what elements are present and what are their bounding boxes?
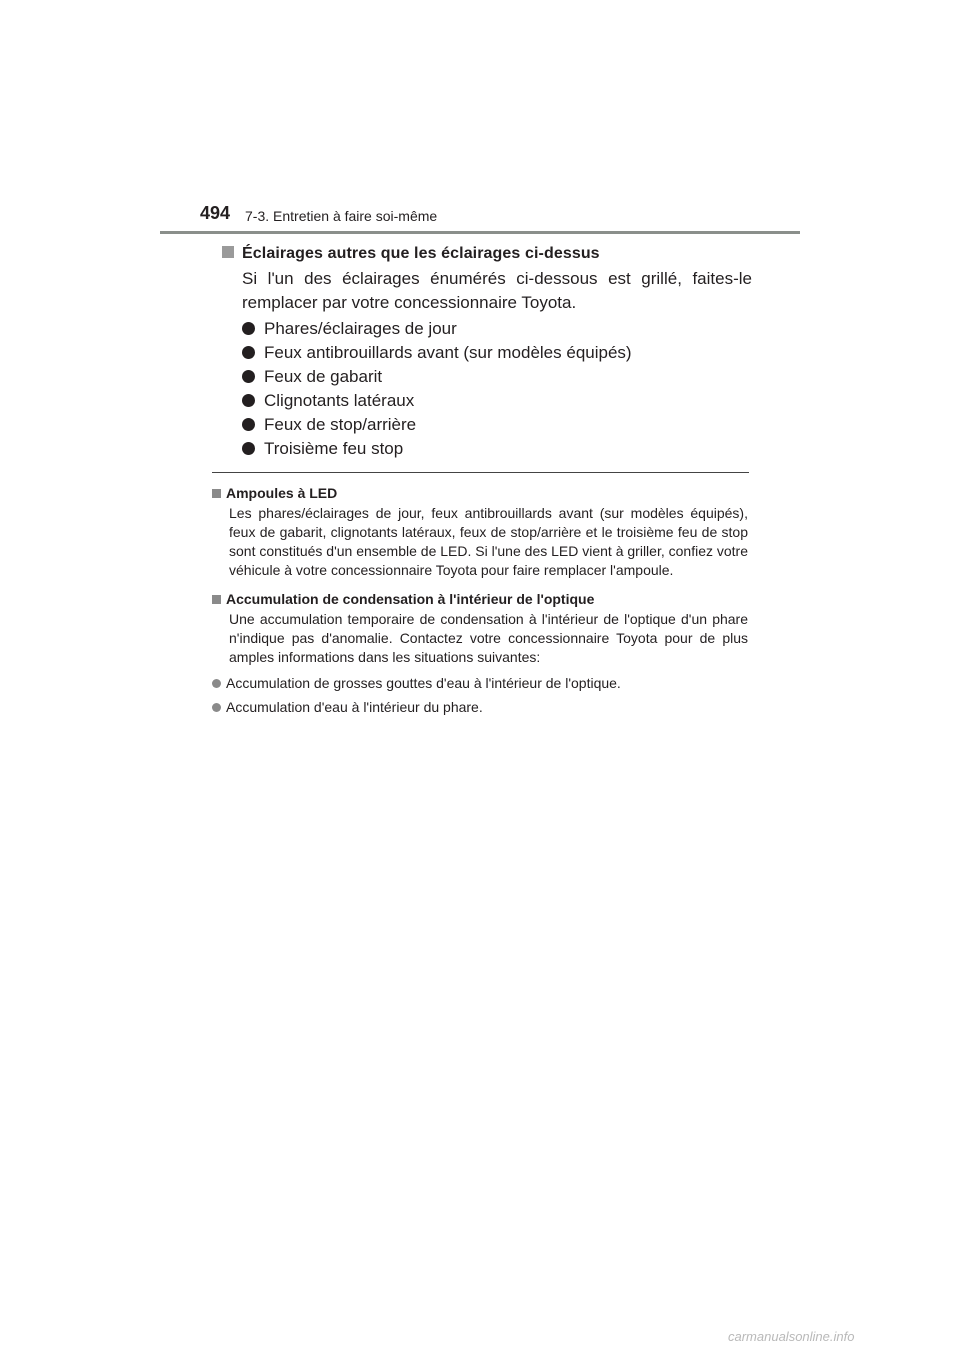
separator-rule [212, 472, 749, 473]
note-text: Une accumulation temporaire de condensation à l'intérieur de l'optique d'un phare n'indique pas d'anomalie. Contactez votre concessionnaire Toyota pour de plus amples informations dans les situations suivantes: [229, 611, 748, 665]
watermark: carmanualsonline.info [728, 1329, 855, 1344]
note-list [212, 671, 748, 719]
square-bullet-icon [222, 246, 234, 258]
note-title [212, 588, 748, 610]
list-item-label: Accumulation d'eau à l'intérieur du phare. [226, 699, 483, 715]
list-item-label: Accumulation de grosses gouttes d'eau à l'intérieur de l'optique. [226, 675, 621, 691]
list-item [242, 341, 762, 365]
main-section [222, 241, 762, 461]
list-item [242, 389, 762, 413]
bullet-dot-icon [212, 679, 221, 688]
bullet-dot-icon [242, 322, 255, 335]
bullet-dot-icon [242, 370, 255, 383]
main-section-intro: Si l'un des éclairages énumérés ci-dessous est grillé, faites-le remplacer par votre concessionnaire Toyota. [242, 269, 752, 312]
bullet-dot-icon [242, 346, 255, 359]
light-list [242, 317, 762, 461]
note-title [212, 482, 748, 504]
note-text: Les phares/éclairages de jour, feux antibrouillards avant (sur modèles équipés), feux de gabarit, clignotants latéraux, feux de stop/arrière et le troisième feu de stop sont constitués d'un ensemble de LED. Si l'une des LED vient à griller, confiez votre véhicule à votre concessionnaire Toyota pour faire remplacer l'ampoule. [229, 505, 748, 578]
list-item [242, 437, 762, 461]
list-item-label: Feux de stop/arrière [264, 415, 417, 434]
bullet-dot-icon [212, 703, 221, 712]
note-spacer [212, 580, 748, 588]
note-title-text: Ampoules à LED [226, 485, 338, 501]
list-item [212, 671, 748, 695]
note-title-text: Accumulation de condensation à l'intérieur de l'optique [226, 591, 595, 607]
list-item-label: Troisième feu stop [264, 439, 404, 458]
bullet-dot-icon [242, 418, 255, 431]
header-rule [160, 231, 800, 234]
page-number: 494 [200, 203, 231, 223]
list-item [242, 365, 762, 389]
main-section-title [222, 241, 762, 267]
square-bullet-icon [212, 489, 221, 498]
square-bullet-icon [212, 595, 221, 604]
list-item-label: Phares/éclairages de jour [264, 319, 457, 338]
section-header: 7-3. Entretien à faire soi-même [245, 208, 438, 224]
list-item-label: Feux de gabarit [264, 367, 383, 386]
list-item [242, 413, 762, 437]
bullet-dot-icon [242, 442, 255, 455]
main-section-title-text: Éclairages autres que les éclairages ci-dessus [242, 245, 600, 262]
list-item-label: Clignotants latéraux [264, 391, 415, 410]
notes-section [212, 482, 748, 719]
list-item [242, 317, 762, 341]
list-item [212, 695, 748, 719]
list-item-label: Feux antibrouillards avant (sur modèles équipés) [264, 343, 632, 362]
bullet-dot-icon [242, 394, 255, 407]
